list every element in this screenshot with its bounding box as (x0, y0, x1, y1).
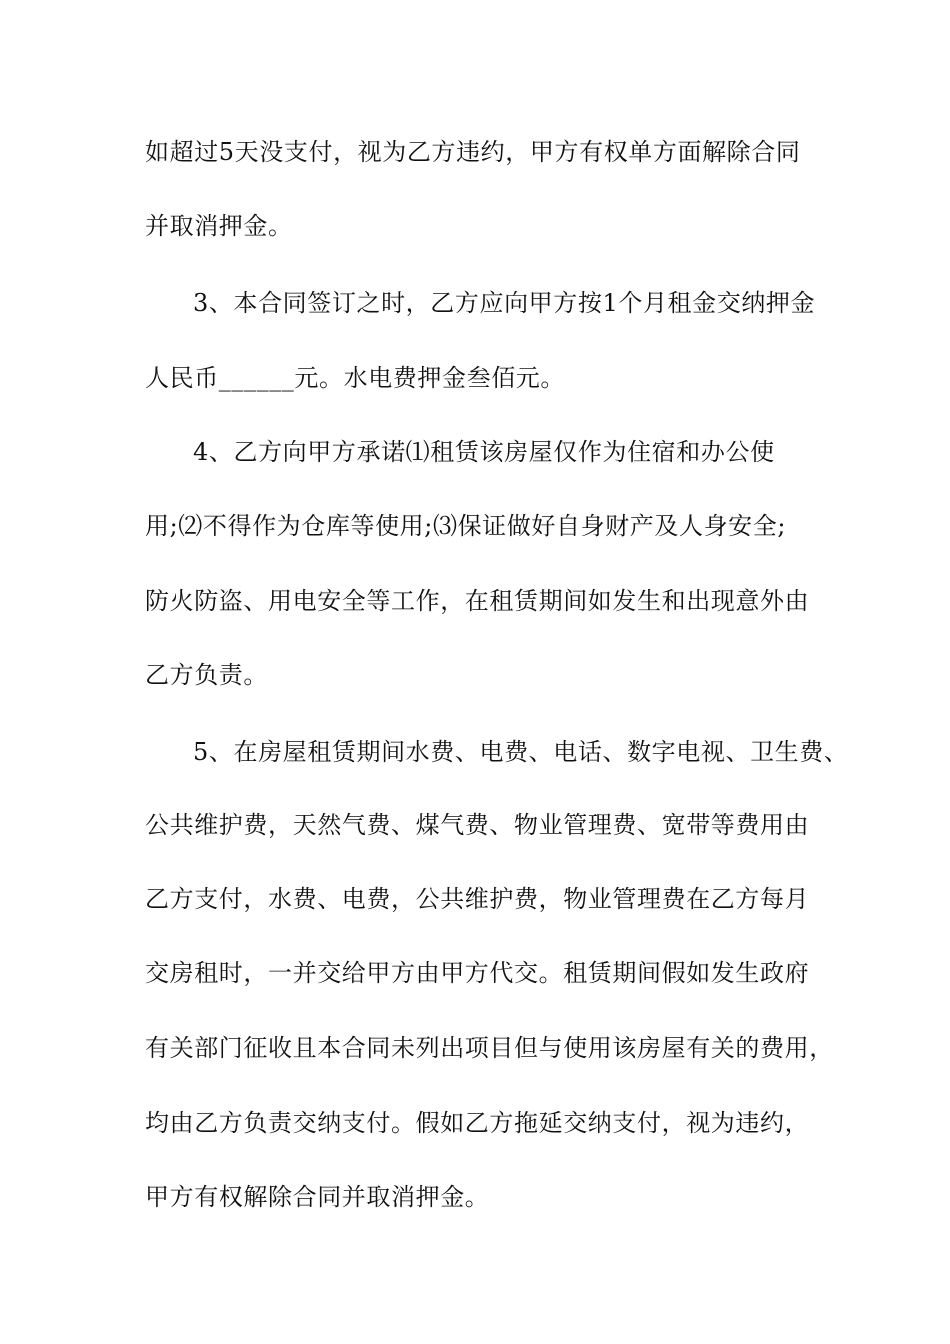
text-line-9: 5、在房屋租赁期间水费、电费、电话、数字电视、卫生费、 (193, 738, 849, 766)
text-line-12: 交房租时，一并交给甲方由甲方代交。租赁期间假如发生政府 (145, 959, 810, 987)
text-line-13: 有关部门征收且本合同未列出项目但与使用该房屋有关的费用， (145, 1034, 834, 1062)
text-line-14: 均由乙方负责交纳支付。假如乙方拖延交纳支付，视为违约， (145, 1109, 810, 1137)
text-line-15: 甲方有权解除合同并取消押金。 (145, 1183, 490, 1211)
text-line-11: 乙方支付，水费、电费，公共维护费，物业管理费在乙方每月 (145, 885, 810, 913)
text-line-7: 防火防盗、用电安全等工作，在租赁期间如发生和出现意外由 (145, 587, 810, 615)
text-line-5: 4、乙方向甲方承诺⑴租赁该房屋仅作为住宿和办公使 (193, 438, 775, 466)
text-line-10: 公共维护费，天然气费、煤气费、物业管理费、宽带等费用由 (145, 811, 810, 839)
text-line-4: 人民币______元。水电费押金叁佰元。 (145, 364, 565, 392)
text-line-3: 3、本合同签订之时，乙方应向甲方按1个月租金交纳押金 (193, 289, 816, 317)
text-line-6: 用;⑵不得作为仓库等使用;⑶保证做好自身财产及人身安全; (145, 512, 787, 540)
text-line-2: 并取消押金。 (145, 212, 293, 240)
text-line-8: 乙方负责。 (145, 661, 268, 689)
text-line-1: 如超过5天没支付，视为乙方违约，甲方有权单方面解除合同 (145, 138, 801, 166)
